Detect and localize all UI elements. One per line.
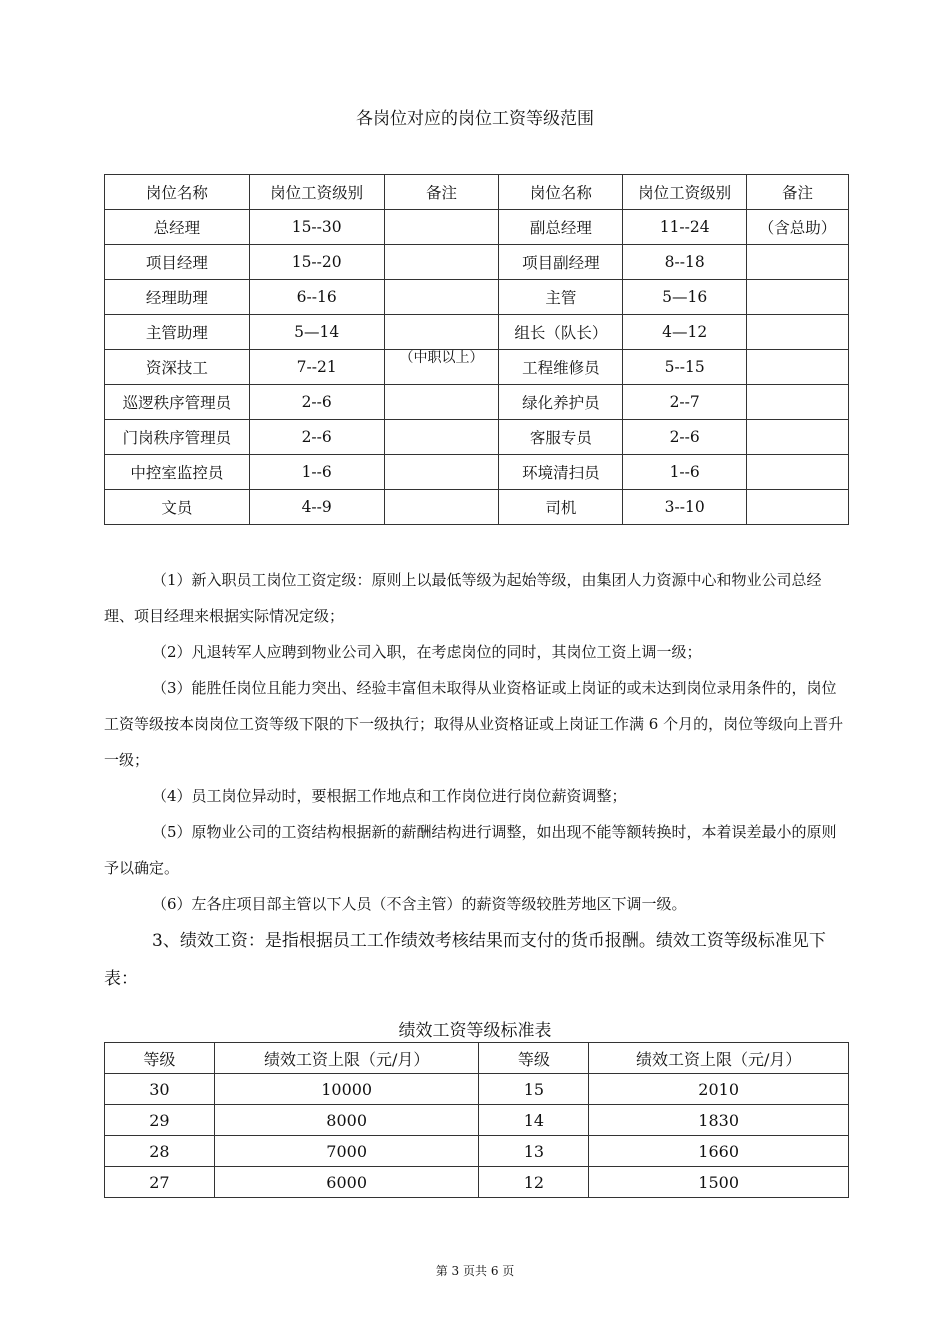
note-2: （2）凡退转军人应聘到物业公司入职，在考虑岗位的同时，其岗位工资上调一级； <box>152 643 702 661</box>
table-cell: 5—14 <box>249 315 384 350</box>
table-cell: 2--6 <box>623 420 747 455</box>
table-row <box>105 1105 849 1136</box>
table-cell: 司机 <box>499 490 623 525</box>
table-cell <box>747 385 849 420</box>
section-3-text: 3、绩效工资：是指根据员工工作绩效考核结果而支付的货币报酬。绩效工资等级标准见下表： <box>104 931 826 989</box>
table-cell <box>384 420 499 455</box>
table-cell <box>384 455 499 490</box>
table-cell <box>747 420 849 455</box>
table-cell <box>747 245 849 280</box>
table-row <box>105 1167 849 1198</box>
table-cell: 15--20 <box>249 245 384 280</box>
table2-header-row <box>105 1043 849 1074</box>
table-cell <box>747 315 849 350</box>
table-cell: 12 <box>479 1167 589 1198</box>
table-cell: 巡逻秩序管理员 <box>105 385 250 420</box>
table-cell: 2--7 <box>623 385 747 420</box>
note-5: （5）原物业公司的工资结构根据新的薪酬结构进行调整，如出现不能等额转换时，本着误差最小的原则予以确定。 <box>104 823 837 877</box>
table-cell <box>384 385 499 420</box>
table-cell: 4--9 <box>249 490 384 525</box>
table-cell: 10000 <box>214 1074 479 1105</box>
table-cell: 15 <box>479 1074 589 1105</box>
table-cell: 4—12 <box>623 315 747 350</box>
table-cell: 6--16 <box>249 280 384 315</box>
table-cell: 8000 <box>214 1105 479 1136</box>
table-cell: 5—16 <box>623 280 747 315</box>
table-cell: 15--30 <box>249 210 384 245</box>
table-cell: 经理助理 <box>105 280 250 315</box>
table2-title: 绩效工资等级标准表 <box>398 1021 552 1041</box>
table-cell: 28 <box>105 1136 215 1167</box>
table-cell: 环境清扫员 <box>499 455 623 490</box>
table1-header-cell: 岗位名称 <box>499 175 623 210</box>
table-cell: 13 <box>479 1136 589 1167</box>
table-cell: 8--18 <box>623 245 747 280</box>
table-cell <box>747 455 849 490</box>
table-row <box>105 315 849 350</box>
notes-section <box>104 562 849 998</box>
note-6: （6）左各庄项目部主管以下人员（不含主管）的薪资等级较胜芳地区下调一级。 <box>152 895 687 913</box>
table-cell: 项目经理 <box>105 245 250 280</box>
table-cell: 2010 <box>589 1074 849 1105</box>
table2-header-cell: 绩效工资上限（元/月） <box>589 1043 849 1074</box>
table-cell: 7--21 <box>249 350 384 385</box>
table2-header-cell: 绩效工资上限（元/月） <box>214 1043 479 1074</box>
table-row <box>105 350 849 385</box>
table-cell: 1660 <box>589 1136 849 1167</box>
table-cell: 1500 <box>589 1167 849 1198</box>
performance-salary-table <box>104 1042 849 1198</box>
table-cell <box>384 280 499 315</box>
table-cell: 3--10 <box>623 490 747 525</box>
table-cell: 14 <box>479 1105 589 1136</box>
table1-header-cell: 岗位工资级别 <box>623 175 747 210</box>
note-1: （1）新入职员工岗位工资定级：原则上以最低等级为起始等级，由集团人力资源中心和物业公司总经理、项目经理来根据实际情况定级； <box>104 571 822 625</box>
table-cell: 29 <box>105 1105 215 1136</box>
table-row <box>105 455 849 490</box>
table2-header-cell: 等级 <box>479 1043 589 1074</box>
note-3: （3）能胜任岗位且能力突出、经验丰富但未取得从业资格证或上岗证的或未达到岗位录用条件的，岗位工资等级按本岗岗位工资等级下限的下一级执行；取得从业资格证或上岗证工作满 6 个月的，岗位等级向上晋升一级； <box>104 679 844 769</box>
table-cell: 30 <box>105 1074 215 1105</box>
table-cell: 27 <box>105 1167 215 1198</box>
table-cell: 1--6 <box>249 455 384 490</box>
table-cell <box>747 350 849 385</box>
table-row <box>105 245 849 280</box>
table-cell: 2--6 <box>249 420 384 455</box>
table-cell: 5--15 <box>623 350 747 385</box>
table-cell <box>384 315 499 350</box>
table-cell: 副总经理 <box>499 210 623 245</box>
table-cell: 总经理 <box>105 210 250 245</box>
table-cell: 7000 <box>214 1136 479 1167</box>
table2-header-cell: 等级 <box>105 1043 215 1074</box>
table-cell <box>384 210 499 245</box>
table1-header-cell: 岗位名称 <box>105 175 250 210</box>
table1-header-row <box>105 175 849 210</box>
table-row <box>105 490 849 525</box>
table-row <box>105 1074 849 1105</box>
table-cell <box>384 245 499 280</box>
note-4: （4）员工岗位异动时，要根据工作地点和工作岗位进行岗位薪资调整； <box>152 787 627 805</box>
table-row <box>105 420 849 455</box>
table1-header-cell: 备注 <box>747 175 849 210</box>
table-cell: 11--24 <box>623 210 747 245</box>
table-cell: 2--6 <box>249 385 384 420</box>
table-row <box>105 385 849 420</box>
table-cell: 客服专员 <box>499 420 623 455</box>
table-cell: 工程维修员 <box>499 350 623 385</box>
table-cell: 6000 <box>214 1167 479 1198</box>
table-cell: 1830 <box>589 1105 849 1136</box>
table-row <box>105 1136 849 1167</box>
table-cell: （中职以上） <box>384 350 499 385</box>
table1-header-cell: 备注 <box>384 175 499 210</box>
table1-header-cell: 岗位工资级别 <box>249 175 384 210</box>
table-cell: 主管 <box>499 280 623 315</box>
table-cell: 门岗秩序管理员 <box>105 420 250 455</box>
table-cell: 绿化养护员 <box>499 385 623 420</box>
table-cell: 1--6 <box>623 455 747 490</box>
table-row <box>105 280 849 315</box>
table-cell: 项目副经理 <box>499 245 623 280</box>
position-salary-table <box>104 174 849 525</box>
table-cell: 主管助理 <box>105 315 250 350</box>
table-cell: 中控室监控员 <box>105 455 250 490</box>
table-cell: （含总助） <box>747 210 849 245</box>
table1-title: 各岗位对应的岗位工资等级范围 <box>356 109 594 129</box>
table-row <box>105 210 849 245</box>
table-cell: 组长（队长） <box>499 315 623 350</box>
table-cell <box>747 490 849 525</box>
table-cell <box>747 280 849 315</box>
table-cell <box>384 490 499 525</box>
page-footer: 第 3 页共 6 页 <box>435 1264 515 1278</box>
table-cell: 文员 <box>105 490 250 525</box>
table-cell: 资深技工 <box>105 350 250 385</box>
